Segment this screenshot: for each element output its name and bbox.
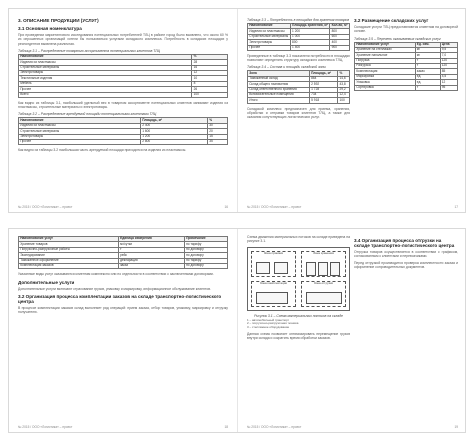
table-cell: 4,5 bbox=[440, 74, 458, 79]
figure-legend bbox=[247, 319, 350, 330]
table-row bbox=[19, 92, 228, 97]
page-footer bbox=[18, 205, 228, 209]
table-header-cell: Площадь, м² bbox=[141, 118, 208, 123]
zone-table bbox=[247, 70, 350, 103]
area-table bbox=[18, 117, 228, 145]
table-header-cell: Наименование услуг bbox=[19, 237, 119, 242]
table-cell: Электротовары bbox=[248, 40, 291, 45]
table-cell: Хранение товаров bbox=[19, 242, 119, 247]
table-header-cell: Площадь, м² bbox=[309, 71, 337, 76]
table-header-cell: Цена bbox=[440, 42, 458, 47]
table-cell: Изделия из пластмассы bbox=[19, 123, 141, 128]
footer-text: № 2015 / ООО «Логистика» – проект bbox=[247, 205, 302, 209]
table-cell: м² bbox=[415, 47, 440, 52]
footer-text: № 2015 / ООО «Логистика» – проект bbox=[18, 425, 73, 429]
table-cell: 12 bbox=[192, 71, 228, 76]
footer-text: № 2015 / ООО «Логистика» – проект bbox=[247, 425, 302, 429]
table-cell: по тарифу bbox=[184, 242, 227, 247]
paragraph: Как видно из таблицы 3.2 наибольшая часть арендуемой площади приходится на изделия из пластмассы. bbox=[18, 148, 187, 153]
table-cell: 734 bbox=[309, 92, 337, 97]
diagram-rack bbox=[256, 262, 270, 274]
table-cell: 400 bbox=[330, 40, 350, 45]
table-cell: Текстильные изделия bbox=[19, 76, 192, 81]
paragraph: Складской комплекс предназначен для приема, хранения, обработки и отправки товаров клиентов ТЛЦ, а также для оказания сопутствующих логистических услуг. bbox=[247, 106, 350, 120]
page-16 bbox=[9, 9, 238, 212]
table-cell: 1 728 bbox=[309, 87, 337, 92]
subsection-heading: 3.2 Организация процесса комплектации заказов на складе транспортно-логистического центра bbox=[18, 293, 222, 304]
table-cell: заказ bbox=[415, 69, 440, 74]
table-cell: 29,2 bbox=[338, 87, 350, 92]
paragraph: В процессе комплектации заказов склад выполняет ряд операций: прием заказа, отбор товаров, упаковку, маркировку и отгрузку получателю. bbox=[18, 305, 228, 315]
paragraph: Схема движения материальных потоков на складе приведена на рисунке 3.1. bbox=[247, 235, 350, 244]
table-cell: 8 bbox=[192, 81, 228, 86]
diagram-zone: Зона комплектации bbox=[251, 281, 296, 307]
table-cell: по договору bbox=[184, 247, 227, 252]
table-header-cell: Площадь хранения, м² bbox=[290, 24, 330, 29]
storage-need-table bbox=[247, 23, 350, 51]
table-cell: Упаковка bbox=[355, 80, 416, 85]
table-cell: Прочее bbox=[19, 87, 192, 92]
table-cell: 800 bbox=[290, 40, 330, 45]
paragraph: Складские услуги ТЛЦ предоставляются клиентам на договорной основе. bbox=[354, 25, 458, 34]
column-right bbox=[354, 15, 458, 94]
page-footer bbox=[247, 425, 458, 429]
table-header-cell: Ед. изм. bbox=[415, 42, 440, 47]
table-caption: Таблица 3.5 – Перечень оказываемых складских услуг bbox=[354, 36, 441, 41]
warehouse-flow-diagram bbox=[247, 247, 350, 311]
table-row bbox=[19, 139, 228, 144]
table-cell: Разгрузка bbox=[355, 64, 416, 69]
diagram-rack bbox=[306, 292, 342, 304]
table-cell: 600 bbox=[330, 34, 350, 39]
table-cell: 1 200 bbox=[141, 134, 208, 139]
table-cell: Строительные материалы bbox=[19, 129, 141, 134]
table-cell: ед. bbox=[415, 74, 440, 79]
legend-item: 1 – автомобильный транспорт bbox=[247, 317, 290, 322]
table-cell: Склад ответственного хранения bbox=[248, 87, 310, 92]
paragraph: Перед отгрузкой производится проверка комплектности заказа и оформление сопроводительных документов. bbox=[354, 260, 458, 269]
diagram-zone: Зона приемки bbox=[251, 251, 296, 277]
table-cell: Изделия из пластмассы bbox=[248, 29, 291, 34]
page-number: 19 bbox=[454, 425, 458, 429]
table-cell: Таможенный склад bbox=[248, 76, 310, 81]
paragraph: Дополнительные услуги включают страхование грузов, упаковку и маркировку, информационное обслуживание клиентов. bbox=[18, 286, 211, 291]
table-cell: 28 bbox=[192, 60, 228, 65]
page-number: 18 bbox=[224, 425, 228, 429]
table-caption: Таблица 3.3 – Потребность в площадях для хранения товаров bbox=[247, 18, 350, 22]
table-cell: Таможенное оформление bbox=[19, 258, 119, 263]
paragraph: Приведенные в таблице 3.3 показатели потребности в площадях позволяют определить структуру складского комплекса ТЛЦ. bbox=[247, 53, 350, 63]
diagram-rack bbox=[256, 292, 288, 304]
diagram-rack bbox=[274, 262, 288, 274]
table-cell: Маркировка bbox=[355, 74, 416, 79]
table-cell: 10 bbox=[192, 76, 228, 81]
subsection-heading: Дополнительные услуги bbox=[18, 279, 75, 285]
table-cell: Комплектация заказов bbox=[19, 263, 119, 268]
table-cell: м²/сутки bbox=[118, 242, 184, 247]
legend-item: 3 – стеллажное оборудование bbox=[247, 325, 290, 330]
table-cell: 12,4 bbox=[338, 92, 350, 97]
document-spread-bottom bbox=[8, 228, 466, 433]
section-heading: 3. ОПИСАНИЕ ПРОДУКЦИИ (УСЛУГ) bbox=[18, 18, 99, 23]
table-cell: Прочее bbox=[248, 45, 291, 50]
table-cell: 120 bbox=[440, 64, 458, 69]
services-price-table bbox=[354, 42, 458, 91]
table-cell: заказ bbox=[118, 263, 184, 268]
column-left bbox=[247, 15, 350, 122]
subsection-heading: 3.2 Размещение складских услуг bbox=[354, 18, 429, 23]
table-row bbox=[19, 263, 228, 268]
table-cell: 14,6 bbox=[338, 76, 350, 81]
table-cell: 43,8 bbox=[338, 82, 350, 87]
table-cell: Хранение на стеллажах bbox=[355, 47, 416, 52]
subsection-heading: 3.4 Организация процесса отгрузки на складе транспортно-логистического центра bbox=[354, 238, 455, 248]
diagram-zone: Зона отгрузки bbox=[301, 281, 346, 307]
table-cell: 864 bbox=[309, 76, 337, 81]
column-left bbox=[247, 235, 350, 343]
table-cell: Электротовары bbox=[19, 71, 192, 76]
table-cell: 1 400 bbox=[290, 45, 330, 50]
table-header-cell: Наименование bbox=[19, 54, 192, 59]
table-cell: Всего bbox=[19, 92, 192, 97]
table-cell: 100 bbox=[338, 98, 350, 103]
table-header-cell: Зона bbox=[248, 71, 310, 76]
paragraph: При проведении маркетингового исследования потенциальных потребителей ТЛЦ в районе город было выявлено, что около 60 % из опрошенных организаций хотели бы пользоваться услугами складского комплекса. Потребность в складских площадях у респондентов выявлена различная. bbox=[18, 33, 228, 46]
table-cell: по договору bbox=[184, 263, 227, 268]
table-cell: по тарифу bbox=[184, 258, 227, 263]
paragraph: Данная схема позволяет оптимизировать перемещение грузов внутри склада и сократить время обработки заказов. bbox=[247, 331, 350, 341]
table-cell: т bbox=[415, 85, 440, 90]
table-header-cell: % bbox=[192, 54, 228, 59]
page-17 bbox=[238, 9, 467, 212]
legend-item: 2 – погрузочно-разгрузочная техника bbox=[247, 321, 299, 326]
table-cell: 16 bbox=[192, 65, 228, 70]
table-cell: по договору bbox=[184, 253, 227, 258]
table-header-cell: Кол-во, м² bbox=[331, 23, 348, 28]
paragraph: Как видно из таблицы 3.1, наибольший удельный вес в товарном ассортименте потенциальных клиентов занимают изделия из пластмассы, строительные материалы и электротовары. bbox=[18, 100, 228, 110]
table-cell: Склад общего назначения bbox=[248, 82, 310, 87]
table-cell: Строительные материалы bbox=[248, 34, 291, 39]
table-cell: рейс bbox=[118, 253, 184, 258]
table-cell: Прочее bbox=[19, 139, 141, 144]
table-cell: т bbox=[415, 64, 440, 69]
table-cell: Строительные материалы bbox=[19, 65, 192, 70]
table-cell: 26 bbox=[192, 87, 228, 92]
table-cell: т bbox=[415, 58, 440, 63]
diagram-rack bbox=[318, 262, 328, 276]
column-right bbox=[354, 235, 458, 271]
table-row bbox=[248, 45, 350, 50]
table-cell: т bbox=[118, 247, 184, 252]
table-cell: Мебель bbox=[19, 81, 192, 86]
page-19 bbox=[238, 229, 467, 432]
table-cell: 12 bbox=[440, 80, 458, 85]
table-cell: Изделия из пластмассы bbox=[19, 60, 192, 65]
table-header-cell: Наименование bbox=[248, 24, 291, 29]
table-cell: Сортировка bbox=[355, 85, 416, 90]
paragraph: Отгрузка товаров осуществляется в соответствии с графиком, согласованным с клиентами и перевозчиками. bbox=[354, 250, 458, 259]
page-footer bbox=[247, 205, 458, 209]
table-cell: Хранение напольное bbox=[355, 53, 416, 58]
page-number: 17 bbox=[454, 205, 458, 209]
table-cell: 2 400 bbox=[141, 123, 208, 128]
table-header-cell: Наименование услуг bbox=[355, 42, 416, 47]
paragraph: Указанные виды услуг оказываются клиентам комплексно или по отдельности в соответствии с заключенными договорами. bbox=[18, 272, 214, 277]
table-cell: декларация bbox=[118, 258, 184, 263]
table-cell: Итого bbox=[248, 98, 310, 103]
table-cell: 2 800 bbox=[141, 139, 208, 144]
table-cell: 9,5 bbox=[440, 47, 458, 52]
diagram-zone: Зона хранения bbox=[301, 251, 346, 277]
table-cell: Погрузочно-разгрузочные работы bbox=[19, 247, 119, 252]
table-caption: Таблица 3.4 – Состав и площадь складской зоны bbox=[247, 65, 326, 70]
table-caption: Таблица 3.1 – Распределение товарного ассортимента потенциальных клиентов ТЛЦ bbox=[18, 48, 161, 53]
table-row bbox=[355, 85, 458, 90]
subsection-heading: 3.1 Основная номенклатура bbox=[18, 26, 82, 31]
table-cell: 1 600 bbox=[141, 129, 208, 134]
assortment-table bbox=[18, 54, 228, 98]
table-cell: Погрузка bbox=[355, 58, 416, 63]
table-cell: 15 bbox=[208, 134, 228, 139]
table-header-cell: % bbox=[208, 118, 228, 123]
table-cell: 1 000 bbox=[290, 34, 330, 39]
table-cell: 900 bbox=[330, 45, 350, 50]
table-header-cell: Примечание bbox=[184, 237, 227, 242]
page-footer bbox=[18, 425, 228, 429]
table-cell: Комплектация bbox=[355, 69, 416, 74]
table-cell: 20 bbox=[208, 129, 228, 134]
table-cell: 95 bbox=[440, 85, 458, 90]
table-header-cell: % bbox=[338, 71, 350, 76]
table-cell: 120 bbox=[440, 58, 458, 63]
diagram-rack bbox=[330, 262, 340, 276]
table-cell: Электротовары bbox=[19, 134, 141, 139]
table-cell: Экспедирование bbox=[19, 253, 119, 258]
table-cell: 7,0 bbox=[440, 53, 458, 58]
table-header-cell: Единица измерения bbox=[118, 237, 184, 242]
table-cell: Вспомогательные помещения bbox=[248, 92, 310, 97]
table-cell: ед. bbox=[415, 80, 440, 85]
footer-text: № 2015 / ООО «Логистика» – проект bbox=[18, 205, 73, 209]
table-cell: 2 592 bbox=[309, 82, 337, 87]
table-row bbox=[248, 98, 350, 103]
table-cell: 5 918 bbox=[309, 98, 337, 103]
table-cell: 800 bbox=[330, 29, 350, 34]
table-cell: 30 bbox=[208, 123, 228, 128]
page-number: 16 bbox=[224, 205, 228, 209]
diagram-rack bbox=[306, 262, 316, 276]
table-caption: Таблица 3.2 – Распределение арендуемой площади потенциальными клиентами ТЛЦ bbox=[18, 112, 157, 117]
table-cell: 1 200 bbox=[290, 29, 330, 34]
table-cell: 35 bbox=[208, 139, 228, 144]
page-18 bbox=[9, 229, 238, 432]
table-cell: 100 bbox=[192, 92, 228, 97]
services-table bbox=[18, 236, 228, 269]
table-cell: 85 bbox=[440, 69, 458, 74]
table-cell: м² bbox=[415, 53, 440, 58]
document-spread-top bbox=[8, 8, 466, 213]
figure-caption: Рисунок 3.1 – Схема материальных потоков на складе bbox=[254, 313, 343, 318]
table-header-cell: Наименование bbox=[19, 118, 141, 123]
